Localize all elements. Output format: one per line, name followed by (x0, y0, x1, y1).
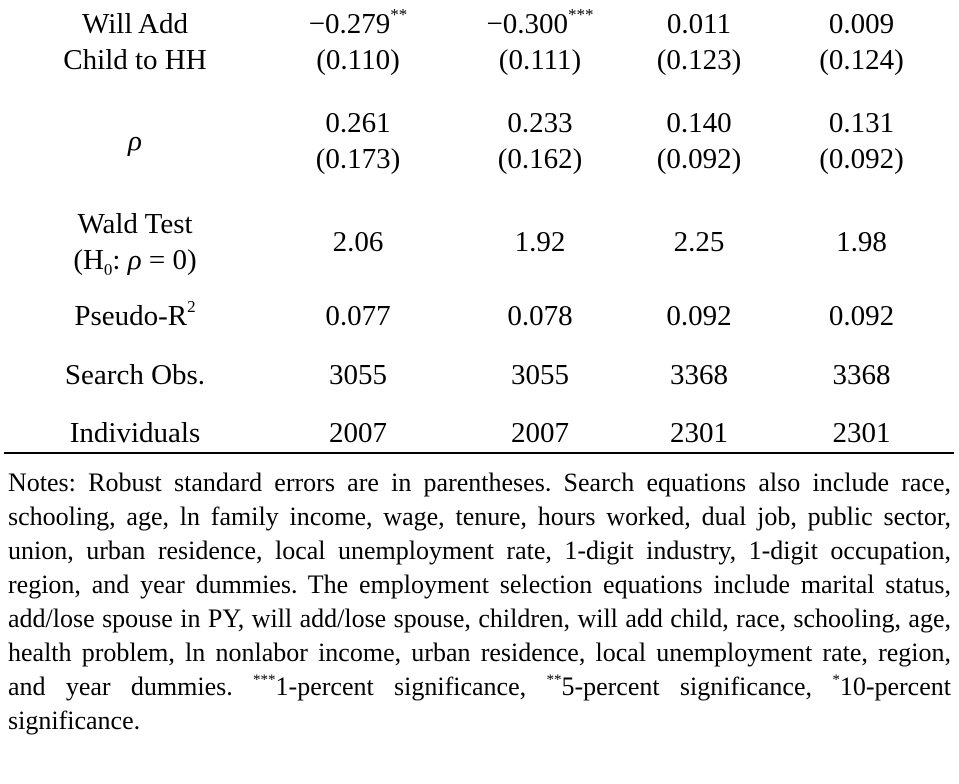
standard-error: (0.173) (315, 142, 401, 175)
row-label-line: Child to HH (63, 43, 207, 76)
standard-error: (0.123) (656, 43, 742, 76)
significance-marker: * (832, 672, 840, 688)
table-bottom-rule (4, 452, 954, 454)
rho-symbol: ρ (127, 244, 142, 276)
table-cell (446, 0, 634, 83)
coefficient: 0.140 (666, 106, 732, 139)
significance-stars: *** (568, 4, 594, 24)
table-row-wald-test (0, 198, 959, 286)
row-label-text: Pseudo-R (74, 300, 188, 332)
row-label-line (0, 242, 270, 278)
table-row-search-obs (0, 346, 959, 404)
coefficient: 0.131 (828, 106, 895, 139)
table-cell (634, 0, 764, 83)
coefficient: 0.011 (666, 7, 732, 40)
standard-error: (0.162) (497, 142, 583, 175)
notes-text: 1-percent significance, (275, 672, 547, 701)
table-cell: 0.092 (828, 300, 895, 332)
hypothesis-text: (H (73, 244, 104, 276)
subscript: 0 (103, 260, 113, 279)
table-cell: 2301 (670, 417, 728, 449)
standard-error: (0.110) (316, 43, 400, 76)
table-cell: 3368 (670, 359, 728, 391)
row-label: ρ (128, 124, 142, 157)
table-cell: 3055 (329, 359, 387, 391)
table-cell: 1.92 (514, 226, 566, 258)
table-cell: 3055 (511, 359, 569, 391)
table-row-pseudo-r2 (0, 286, 959, 346)
table-cell: 2.25 (673, 226, 725, 258)
row-label-line: Will Add (82, 7, 188, 40)
table-cell (764, 0, 959, 83)
table-cell: 0.092 (666, 300, 732, 332)
table-row-rho (0, 83, 959, 198)
standard-error: (0.111) (498, 43, 582, 76)
hypothesis-text: : (112, 244, 128, 276)
row-label-line: Wald Test (77, 208, 193, 240)
superscript: 2 (187, 297, 196, 316)
table-cell: 0.077 (325, 300, 391, 332)
significance-stars: ** (390, 4, 408, 24)
table-cell (764, 83, 959, 198)
hypothesis-text: = 0) (141, 244, 197, 276)
table-cell (270, 0, 446, 83)
table-cell: 3368 (832, 359, 891, 391)
notes-text: Notes: Robust standard errors are in parentheses. Search equations also include race, schooling, age, ln family income, wage, tenure, hours worked, dual job, public sector, union, urban residence, local unemployment rate, 1-digit industry, 1-digit occupation, region, and year dummies. The employment selection equations include marital status, add/lose spouse in PY, will add/lose spouse, children, will add child, race, schooling, age, health problem, ln nonlabor income, urban residence, local unemployment rate, region, and year dummies. (8, 468, 951, 701)
table-cell (270, 83, 446, 198)
coefficient: 0.261 (325, 106, 391, 139)
standard-error: (0.092) (819, 142, 904, 175)
row-label (0, 0, 270, 83)
table-cell (446, 83, 634, 198)
table-cell (634, 83, 764, 198)
table-cell: 2007 (511, 417, 569, 449)
row-label (0, 286, 270, 346)
table-cell: 1.98 (836, 226, 887, 258)
standard-error: (0.124) (819, 43, 904, 76)
table-cell: 2.06 (332, 226, 384, 258)
coefficient: 0.233 (507, 106, 573, 139)
row-label: Search Obs. (64, 359, 206, 391)
significance-marker: *** (253, 672, 276, 688)
table-cell: 2301 (832, 417, 891, 449)
table-notes (8, 466, 951, 738)
coefficient: −0.279 (308, 7, 391, 40)
row-label (0, 198, 270, 286)
row-label: Individuals (69, 417, 201, 449)
standard-error: (0.092) (656, 142, 742, 175)
notes-text: 5-percent significance, (561, 672, 833, 701)
table-cell: 2007 (329, 417, 387, 449)
significance-marker: ** (546, 672, 562, 688)
table-cell: 0.078 (507, 300, 573, 332)
notes-text: 10-percent significance. (8, 672, 951, 735)
coefficient: −0.300 (486, 7, 569, 40)
table-row-will-add-child (0, 0, 959, 83)
coefficient: 0.009 (828, 7, 895, 40)
